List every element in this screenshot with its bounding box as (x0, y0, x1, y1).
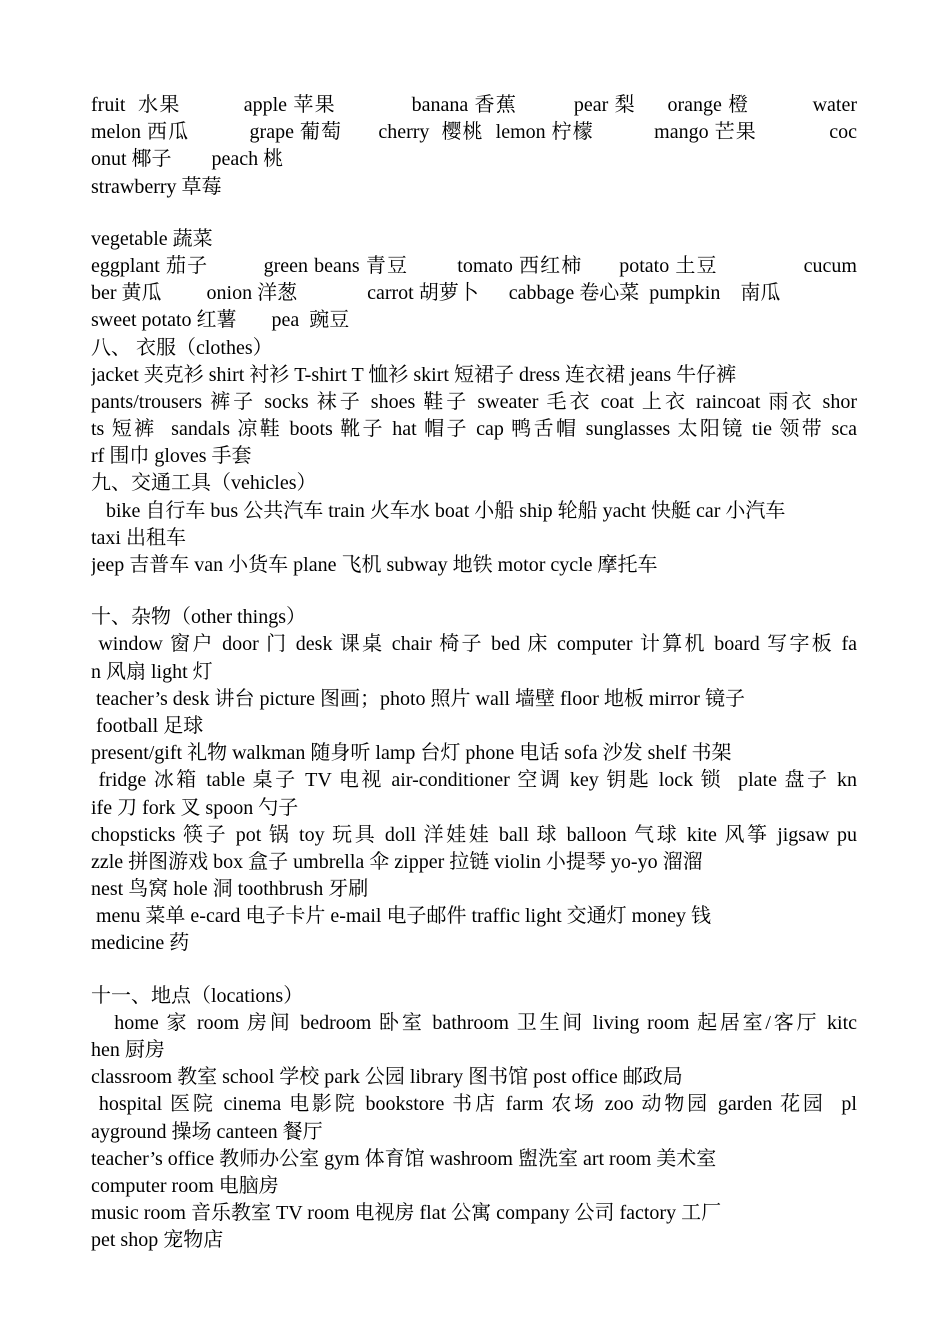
text-line: jeep 吉普车 van 小货车 plane 飞机 subway 地铁 motor cycle 摩托车 (91, 554, 658, 576)
section-heading: 九、交通工具（vehicles） (91, 472, 317, 495)
text-line: teacher’s desk 讲台 picture 图画；photo 照片 wall 墙壁 floor 地板 mirror 镜子 (91, 687, 745, 710)
text-line: taxi 出租车 (91, 526, 186, 549)
vegetable-section (91, 226, 857, 335)
text-line: sweet potato 红薯 pea 豌豆 (91, 309, 350, 332)
text-line: pants/trousers 裤子 socks 袜子 shoes 鞋子 sweater 毛衣 coat 上衣 raincoat 雨衣 shor (91, 390, 857, 413)
text-line: fruit 水果 apple 苹果 banana 香蕉 pear 梨 orange 橙 water (91, 94, 857, 116)
text-line: music room 音乐教室 TV room 电视房 flat 公寓 company 公司 factory 工厂 (91, 1202, 722, 1225)
text-line: jacket 夹克衫 shirt 衬衫 T-shirt T 恤衫 skirt 短裙子 dress 连衣裙 jeans 牛仔裤 (91, 363, 737, 386)
text-line: n 风扇 light 灯 (91, 660, 213, 683)
text-line: vegetable 蔬菜 (91, 227, 213, 250)
fruit-section (91, 92, 857, 201)
text-line: teacher’s office 教师办公室 gym 体育馆 washroom 盥洗室 art room 美术室 (91, 1147, 717, 1170)
blank-line (91, 201, 857, 226)
text-line: melon 西瓜 grape 葡萄 cherry 樱桃 lemon 柠檬 mango 芒果 coc (91, 121, 857, 144)
section-heading: 十一、地点（locations） (91, 984, 304, 1007)
text-line: home 家 room 房间 bedroom 卧室 bathroom 卫生间 living room 起居室/客厅 kitc (91, 1011, 857, 1034)
text-line: menu 菜单 e-card 电子卡片 e-mail 电子邮件 traffic light 交通灯 money 钱 (91, 905, 712, 928)
text-line: window 窗户 door 门 desk 课桌 chair 椅子 bed 床 computer 计算机 board 写字板 fa (91, 633, 857, 656)
text-line: ife 刀 fork 叉 spoon 勺子 (91, 796, 299, 819)
text-line: present/gift 礼物 walkman 随身听 lamp 台灯 phone 电话 sofa 沙发 shelf 书架 (91, 742, 732, 765)
other-things-section (91, 604, 857, 957)
text-line: rf 围巾 gloves 手套 (91, 445, 252, 468)
text-line: ayground 操场 canteen 餐厅 (91, 1120, 323, 1143)
section-heading: 十、杂物（other things） (91, 606, 306, 629)
text-line: ber 黄瓜 onion 洋葱 carrot 胡萝卜 cabbage 卷心菜 pumpkin 南瓜 (91, 282, 781, 305)
text-line: medicine 药 (91, 932, 190, 955)
text-line: onut 椰子 peach 桃 (91, 148, 284, 171)
text-line: eggplant 茄子 green beans 青豆 tomato 西红柿 potato 土豆 cucum (91, 254, 857, 277)
text-line: fridge 冰箱 table 桌子 TV 电视 air-conditioner 空调 key 钥匙 lock 锁 plate 盘子 kn (91, 769, 857, 792)
text-line: hospital 医院 cinema 电影院 bookstore 书店 farm 农场 zoo 动物园 garden 花园 pl (91, 1093, 857, 1116)
text-line: zzle 拼图游戏 box 盒子 umbrella 伞 zipper 拉链 violin 小提琴 yo-yo 溜溜 (91, 850, 703, 873)
text-line: hen 厨房 (91, 1039, 165, 1061)
text-line: classroom 教室 school 学校 park 公园 library 图书馆 post office 邮政局 (91, 1066, 683, 1089)
text-line: nest 鸟窝 hole 洞 toothbrush 牙刷 (91, 878, 369, 901)
text-line: chopsticks 筷子 pot 锅 toy 玩具 doll 洋娃娃 ball 球 balloon 气球 kite 风筝 jigsaw pu (91, 823, 857, 846)
text-line: bike 自行车 bus 公共汽车 train 火车水 boat 小船 ship 轮船 yacht 快艇 car 小汽车 (91, 499, 786, 522)
vocabulary-document (91, 92, 857, 1255)
text-line: football 足球 (91, 714, 204, 737)
vehicles-section (91, 470, 857, 579)
text-line: pet shop 宠物店 (91, 1229, 224, 1252)
locations-section (91, 983, 857, 1255)
text-line: computer room 电脑房 (91, 1174, 279, 1197)
text-line: strawberry 草莓 (91, 175, 222, 198)
blank-line (91, 579, 857, 604)
clothes-section (91, 335, 857, 471)
text-line: ts 短裤 sandals 凉鞋 boots 靴子 hat 帽子 cap 鸭舌帽 sunglasses 太阳镜 tie 领带 sca (91, 418, 857, 441)
blank-line (91, 958, 857, 983)
section-heading: 八、 衣服（clothes） (91, 336, 273, 359)
